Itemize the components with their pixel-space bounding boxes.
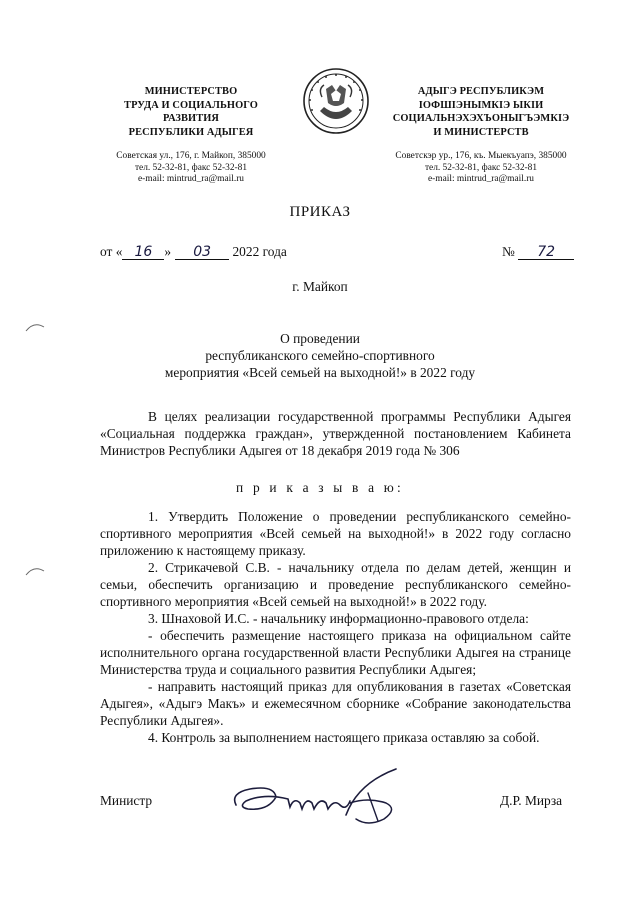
order-word: п р и к а з ы в а ю: — [236, 480, 404, 495]
signatory-position: Министр — [100, 793, 153, 808]
order-number-handwritten: 72 — [518, 245, 574, 260]
city-line: г. Майкоп — [292, 279, 348, 294]
date-month-handwritten: 03 — [175, 245, 229, 260]
org-name-line: СОЦИАЛЬНЭХЭХЪОНЫГЪЭМКIЭ — [392, 113, 570, 124]
org-name-line: МИНИСТЕРСТВО — [144, 86, 238, 97]
subject-line: республиканского семейно-спортивного — [205, 348, 435, 363]
email: e-mail: mintrud_ra@mail.ru — [138, 174, 244, 185]
address: Советскэр ур., 176, къ. Мыекъуапэ, 385000 — [395, 151, 567, 161]
ministry-header-adyghe — [376, 85, 586, 186]
phone-fax: тел. 52-32-81, факс 52-32-81 — [134, 162, 248, 173]
order-item: 1. Утвердить Положение о проведении республиканского семейно-спортивного мероприятия «Всей семьей на выходной!» в 2022 году согласно приложению к настоящему приказу. — [100, 509, 571, 558]
org-name-line: IОФШIЭНЫМКIЭ ЫКIИ — [418, 99, 544, 111]
contacts-block — [376, 151, 586, 186]
order-item: 3. Шнаховой И.С. - начальнику информационно-правового отдела: — [148, 611, 529, 626]
preamble-block — [100, 408, 571, 459]
preamble-paragraph: В целях реализации государственной программы Республики Адыгея «Социальная поддержка граждан», утвержденной постановлением Кабинета Министров Республики Адыгея от 18 декабря 2019 года № 306 — [100, 409, 571, 458]
subject-line: О проведении — [280, 331, 360, 346]
date-day-handwritten: 16 — [122, 245, 164, 260]
handwritten-signature-icon — [228, 763, 418, 833]
org-name-line: И МИНИСТЕРСТВ — [433, 126, 529, 138]
coat-of-arms-emblem-icon — [302, 67, 370, 135]
document-type-title: ПРИКАЗ — [289, 204, 351, 220]
order-items — [100, 508, 571, 746]
signatory-name: Д.Р. Мирза — [500, 793, 563, 808]
punch-hole-mark-icon — [24, 320, 46, 332]
contacts-block — [96, 151, 286, 186]
org-name-line: ТРУДА И СОЦИАЛЬНОГО — [124, 99, 258, 111]
order-subject — [0, 330, 640, 381]
subject-line: мероприятия «Всей семьей на выходной!» в 2022 году — [164, 365, 476, 380]
order-number-field — [502, 244, 574, 260]
order-subitem: - направить настоящий приказ для опубликования в газетах «Советская Адыгея», «Адыгэ Макъ» и ежемесячном сборнике «Собрание законодательства Республики Адыгея». — [100, 679, 571, 728]
date-field — [100, 244, 287, 260]
org-name-line: АДЫГЭ РЕСПУБЛИКЭМ — [417, 86, 545, 97]
date-quote-close: » — [164, 244, 172, 259]
email: e-mail: mintrud_ra@mail.ru — [428, 174, 534, 185]
org-name-line: РЕСПУБЛИКИ АДЫГЕЯ — [128, 126, 254, 138]
number-sign: № — [502, 244, 515, 259]
order-item: 4. Контроль за выполнением настоящего приказа оставляю за собой. — [148, 730, 540, 745]
order-item: 2. Стрикачевой С.В. - начальнику отдела по делам детей, женщин и семьи, обеспечить организацию и проведение республиканского семейно-спортивного мероприятия «Всей семьей на выходной!» в 2022 году. — [100, 560, 571, 609]
phone-fax: тел. 52-32-81, факс 52-32-81 — [424, 162, 538, 173]
ministry-header-russian — [96, 85, 286, 186]
date-prefix: от « — [100, 244, 123, 259]
address: Советская ул., 176, г. Майкоп, 385000 — [116, 151, 266, 161]
date-year: 2022 года — [232, 244, 287, 259]
org-name-line: РАЗВИТИЯ — [162, 113, 220, 124]
punch-hole-mark-icon — [24, 564, 46, 576]
order-subitem: - обеспечить размещение настоящего приказа на официальном сайте исполнительного органа государственной власти Республики Адыгея на странице Министерства труда и социального развития Республики Адыгея; — [100, 628, 571, 677]
